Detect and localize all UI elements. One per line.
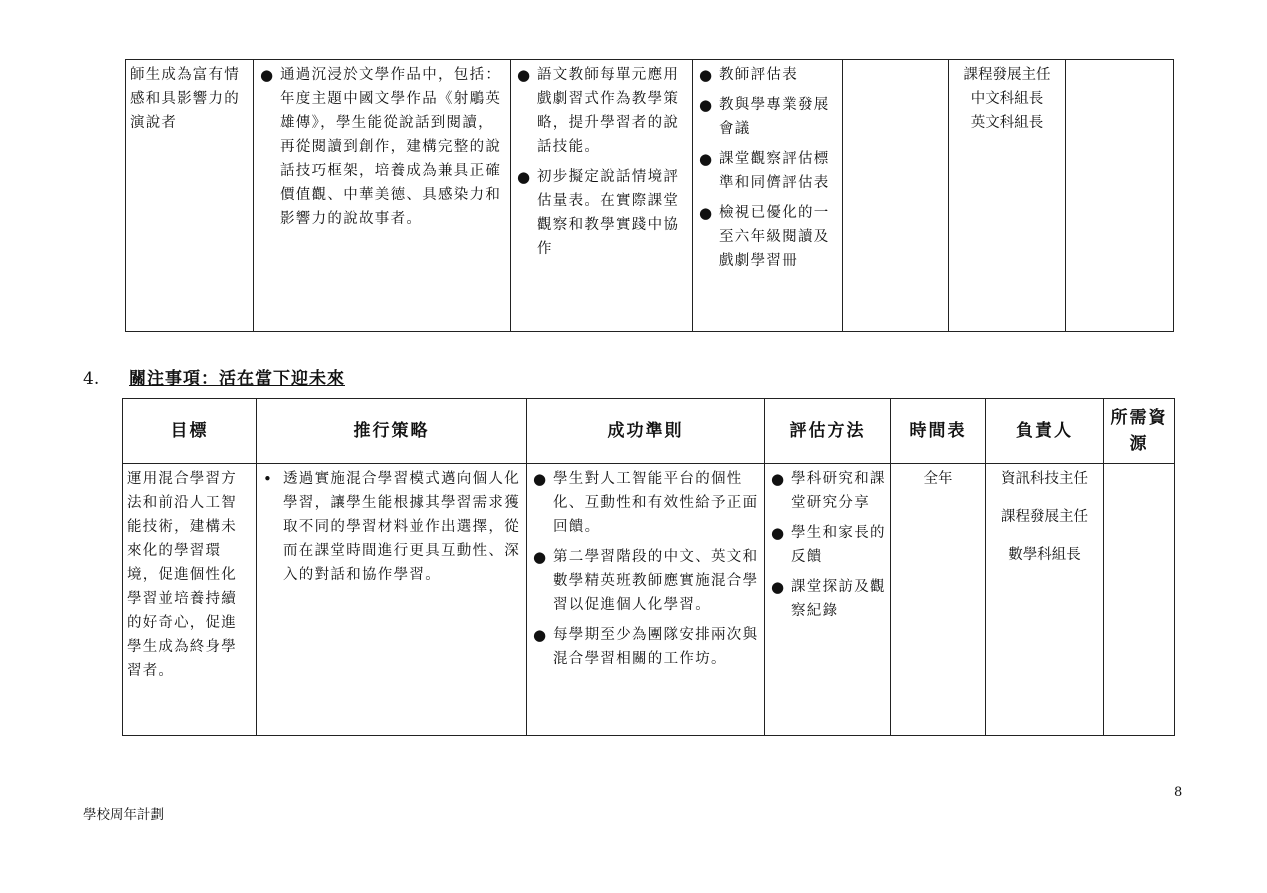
column-header-strategy: 推行策略 [257, 399, 527, 464]
column-header-goal: 目標 [123, 399, 257, 464]
criteria-cell [527, 464, 765, 736]
bullet-icon: ● [533, 470, 548, 488]
resources-cell [1066, 60, 1174, 332]
bullet-icon: ● [533, 626, 548, 644]
page-footer: 學校周年計劃 [83, 807, 164, 823]
bullet-icon: ● [771, 524, 786, 542]
list-item: ● 每學期至少為團隊安排兩次與混合學習相關的工作坊。 [531, 623, 760, 671]
responsible-person: 資訊科技主任 [1001, 471, 1088, 487]
bullet-icon: ● [699, 204, 714, 222]
list-item: ● 語文教師每單元應用戲劇習式作為教學策略，提升學習者的說話技能。 [515, 63, 688, 159]
bullet-icon: ● [533, 548, 548, 566]
list-item: ● 第二學習階段的中文、英文和數學精英班教師應實施混合學習以促進個人化學習。 [531, 545, 760, 617]
timeline-cell [843, 60, 949, 332]
list-item: ● 教師評估表 [697, 63, 838, 87]
list-item: ● 檢視已優化的一至六年級閱讀及戲劇學習冊 [697, 201, 838, 273]
column-header-assessment: 評估方法 [765, 399, 891, 464]
responsible-person: 課程發展主任 [963, 67, 1051, 83]
bullet-icon: ● [260, 66, 275, 84]
assessment-cell [765, 464, 891, 736]
table-row [123, 464, 1175, 736]
list-item: ● 課堂探訪及觀察紀錄 [769, 575, 886, 623]
list-item: ● 學生對人工智能平台的個性化、互動性和有效性給予正面回饋。 [531, 467, 760, 539]
responsible-cell [949, 60, 1066, 332]
bullet-icon: ● [771, 578, 786, 596]
section-number: 4. [83, 369, 100, 389]
responsible-person: 課程發展主任 [1001, 509, 1088, 525]
section-title: 關注事項：活在當下迎未來 [129, 369, 345, 389]
list-item: ● 初步擬定說話情境評估量表。在實際課堂觀察和教學實踐中協作 [515, 165, 688, 261]
table-row [126, 60, 1174, 332]
bullet-icon: ● [771, 470, 786, 488]
criteria-cell [511, 60, 693, 332]
column-header-timeline: 時間表 [891, 399, 986, 464]
bullet-icon: ● [517, 66, 532, 84]
list-item: ● 學生和家長的反饋 [769, 521, 886, 569]
column-header-responsible: 負責人 [986, 399, 1104, 464]
goal-cell: 師生成為富有情感和具影響力的演說者 [126, 60, 254, 332]
list-item: • 透過實施混合學習模式邁向個人化學習，讓學生能根據其學習需求獲取不同的學習材料並作出選擇，從而在課堂時間進行更具互動性、深入的對話和協作學習。 [261, 467, 522, 587]
section-heading [83, 364, 345, 389]
bullet-icon: • [263, 470, 274, 488]
continued-plan-table [125, 59, 1174, 332]
column-header-resources: 所需資源 [1104, 399, 1175, 464]
timeline-cell: 全年 [891, 464, 986, 736]
list-item: ● 通過沉浸於文學作品中，包括：年度主題中國文學作品《射鵰英雄傳》，學生能從說話到閱讀，再從閱讀到創作，建構完整的說話技巧框架，培養成為兼具正確價值觀、中華美德、具感染力和影響力的說故事者。 [258, 63, 506, 231]
column-header-criteria: 成功準則 [527, 399, 765, 464]
page-number: 8 [1174, 785, 1183, 800]
assessment-cell [693, 60, 843, 332]
responsible-person: 英文科組長 [970, 115, 1044, 131]
responsible-person: 數學科組長 [1008, 547, 1081, 563]
responsible-cell [986, 464, 1104, 736]
strategy-cell [257, 464, 527, 736]
bullet-icon: ● [517, 168, 532, 186]
list-item: ● 學科研究和課堂研究分享 [769, 467, 886, 515]
responsible-person: 中文科組長 [970, 91, 1044, 107]
goal-cell: 運用混合學習方法和前沿人工智能技術，建構未來化的學習環境，促進個性化學習並培養持續的好奇心，促進學生成為終身學習者。 [123, 464, 257, 736]
resources-cell [1104, 464, 1175, 736]
concern-plan-table [122, 398, 1175, 736]
bullet-icon: ● [699, 96, 714, 114]
bullet-icon: ● [699, 150, 714, 168]
list-item: ● 教與學專業發展會議 [697, 93, 838, 141]
list-item: ● 課堂觀察評估標準和同儕評估表 [697, 147, 838, 195]
table-header-row [123, 399, 1175, 464]
strategy-cell [254, 60, 511, 332]
bullet-icon: ● [699, 66, 714, 84]
